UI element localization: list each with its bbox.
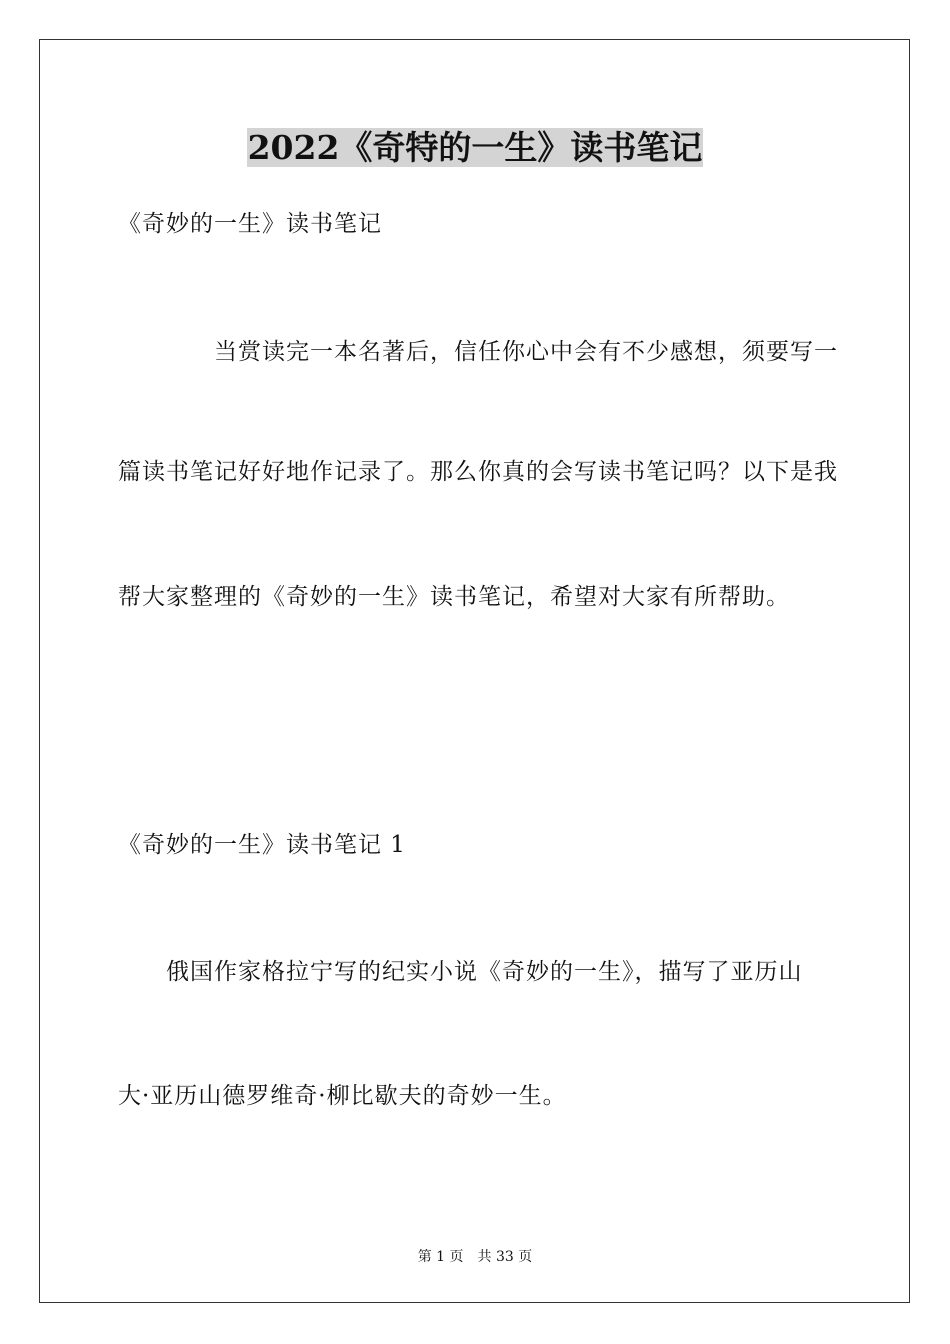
document-title-text: 2022《奇特的一生》读书笔记 xyxy=(247,128,703,167)
document-title xyxy=(0,126,950,170)
page-footer: 第 1 页 共 33 页 xyxy=(417,1249,533,1265)
document-subtitle: 《奇妙的一生》读书笔记 xyxy=(118,211,382,237)
intro-line-1: 当赏读完一本名著后，信任你心中会有不少感想，须要写一 xyxy=(214,339,838,365)
section-line-2: 大·亚历山德罗维奇·柳比歇夫的奇妙一生。 xyxy=(118,1083,567,1109)
intro-line-2: 篇读书笔记好好地作记录了。那么你真的会写读书笔记吗？以下是我 xyxy=(118,459,838,485)
section-heading: 《奇妙的一生》读书笔记 1 xyxy=(118,832,406,858)
section-line-1: 俄国作家格拉宁写的纪实小说《奇妙的一生》，描写了亚历山 xyxy=(166,959,803,985)
intro-line-3: 帮大家整理的《奇妙的一生》读书笔记，希望对大家有所帮助。 xyxy=(118,584,790,610)
